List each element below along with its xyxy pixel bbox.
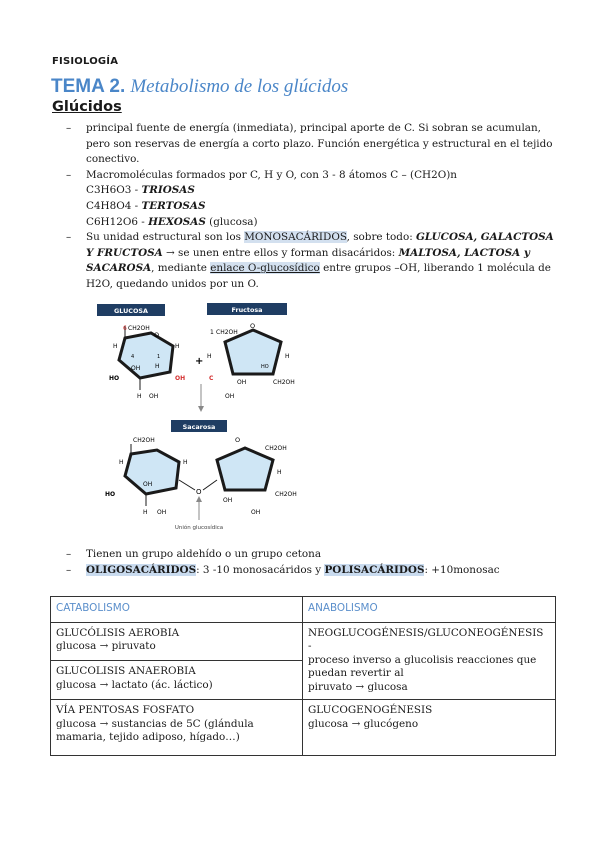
glucosa-c6-num: 6 (123, 325, 127, 332)
bullet-macro-text: Macromoléculas formados por C, H y O, con 3 - 8 átomos C – (CH2O)n (86, 168, 457, 181)
neo-title: NEOGLUCOGÉNESIS/GLUCONEOGÉNESIS (308, 626, 544, 639)
glucosa-ring-o: O (154, 331, 160, 339)
plus-sign: + (195, 356, 204, 367)
glucosa-n4: 4 (131, 354, 135, 360)
sac-fructosa-o: O (235, 436, 241, 444)
sac-ch2oh-right: CH2OH (275, 491, 297, 498)
fructosa-h2: H (285, 353, 290, 360)
bullet-unidad (66, 230, 562, 292)
bullet-oligo (66, 563, 562, 579)
sac-bridge-o: O (196, 488, 202, 496)
glucolisis-aerobia-text: glucosa → piruvato (56, 640, 156, 652)
bullet-list (66, 121, 562, 293)
cell-glucogenogenesis (303, 700, 556, 756)
sac-ch2oh: CH2OH (133, 437, 155, 444)
triosas-line (86, 183, 562, 199)
oligo-p2: : +10monosac (424, 563, 500, 576)
bullet-energia (66, 121, 562, 168)
sac-oh1: OH (143, 481, 153, 488)
fructosa-c2-label: C (209, 375, 214, 382)
neo-dash: - (308, 640, 312, 652)
page-title (51, 76, 348, 98)
triosas-formula: C3H6O3 - (86, 184, 142, 197)
cell-neoglucogenesis (303, 622, 556, 700)
oligosacaridos-highlight: OLIGOSACÁRIDOS (86, 563, 197, 576)
neo-line (308, 627, 550, 654)
glucolisis-aerobia-title: GLUCÓLISIS AEROBIA (56, 626, 180, 639)
subject-label: FISIOLOGÍA (52, 56, 119, 67)
unidad-p3: → se unen entre ellos y forman disacáridos: (162, 246, 399, 259)
table-row (51, 622, 556, 661)
fructosa-ch2oh-right: CH2OH (273, 379, 295, 386)
glucolisis-anaerobia-text: glucosa → lactato (ác. láctico) (56, 678, 213, 691)
glucogeno-title: GLUCOGENOGÉNESIS (308, 704, 433, 716)
cell-glucolisis-aerobia (51, 622, 303, 661)
disacaridos-names: MALTOSA, LACTOSA y SACAROSA (86, 246, 530, 275)
glucosa-n1: 1 (157, 354, 161, 360)
monosacaridos-highlight: MONOSACÁRIDOS (244, 231, 347, 244)
sac-oh2: OH (157, 509, 167, 516)
bullet-aldehido (66, 547, 562, 563)
glucogeno-text: glucosa → glucógeno (308, 717, 419, 730)
monosac-names: GLUCOSA, GALACTOSA Y FRUCTOSA (86, 231, 554, 259)
glucosa-ring (119, 333, 173, 378)
sacarosa-diagram (95, 300, 315, 532)
hexosas-line (86, 215, 562, 231)
glucosa-h2: H (175, 343, 180, 350)
header-anabolismo: ANABOLISMO (303, 597, 556, 623)
neo-text: proceso inverso a glucolisis reacciones que puedan revertir al (308, 653, 537, 679)
sac-h4: H (277, 469, 282, 476)
glucosa-oh-red: OH (175, 375, 186, 382)
glucosa-ho: HO (109, 375, 120, 382)
pentosas-text: glucosa → sustancias de 5C (glándula mamaria, tejido adiposo, hígado…) (56, 717, 254, 743)
fructosa-label: Fructosa (231, 306, 263, 314)
bond-label: Unión glucosídica (174, 525, 224, 531)
tertosas-formula: C4H8O4 - (86, 199, 142, 212)
glucosa-ch2oh: CH2OH (128, 325, 150, 332)
tertosas-line (86, 199, 562, 215)
fructosa-ho-label: HO (261, 364, 269, 370)
bullet-list-2 (66, 547, 562, 578)
sac-ch2oh-top: CH2OH (265, 445, 287, 452)
sac-oh4: OH (251, 509, 261, 516)
neo-text-2: piruvato → glucosa (308, 680, 408, 693)
tema-prefix: TEMA 2. (51, 76, 126, 97)
aldehido-text: Tienen un grupo aldehído o un grupo cetona (86, 548, 322, 560)
enlace-highlight: enlace O-glucosídico (210, 262, 320, 275)
triosas-name: TRIOSAS (141, 184, 195, 197)
glucosa-h1: H (113, 343, 118, 350)
sac-bond-right (203, 480, 217, 490)
sac-h3: H (143, 509, 148, 516)
unidad-p2: , sobre todo: (346, 231, 416, 244)
glucolisis-anaerobia-title: GLUCOLISIS ANAEROBIA (56, 665, 196, 678)
table-row (51, 700, 556, 756)
fructosa-oh2: OH (225, 393, 235, 400)
cell-glucolisis-anaerobia (51, 661, 303, 700)
bullet-macromoleculas (66, 168, 562, 230)
unidad-p1: Su unidad estructural son los (86, 231, 245, 244)
sac-h2: H (183, 459, 188, 466)
bullet-energia-text: principal fuente de energía (inmediata), principal aporte de C. Si sobran se acumulan, pero son reservas de energía a corto plazo. Función energética y estructural en el tejido conectivo. (86, 122, 553, 166)
tertosas-name: TERTOSAS (141, 199, 206, 212)
metabolism-table (50, 596, 556, 756)
polisacaridos-highlight: POLISACÁRIDOS (324, 563, 425, 576)
unidad-p4: , mediante (151, 262, 211, 275)
cell-pentosas (51, 700, 303, 756)
sac-oh3: OH (223, 497, 233, 504)
hexosas-note: (glucosa) (205, 215, 258, 228)
bond-pointer-head (196, 496, 202, 502)
sac-ho: HO (105, 491, 116, 498)
oligo-p1: : 3 -10 monosacáridos y (196, 563, 325, 576)
table-header-row (51, 597, 556, 623)
sacarosa-fructosa-ring (217, 448, 273, 490)
fructosa-ring (225, 330, 281, 374)
hexosas-formula: C6H12O6 - (86, 215, 149, 228)
section-heading: Glúcidos (52, 99, 122, 115)
fructosa-h1: H (207, 353, 212, 360)
glucosa-h4: H (137, 393, 142, 400)
glucosa-oh1: OH (131, 365, 141, 372)
sac-h1: H (119, 459, 124, 466)
sac-bond-left (179, 480, 195, 490)
hexosas-name: HEXOSAS (148, 215, 206, 228)
tema-title: Metabolismo de los glúcidos (130, 76, 349, 97)
fructosa-ch2oh-top: CH2OH (216, 329, 238, 336)
fructosa-c1-num: 1 (210, 329, 214, 336)
unidad-p5: entre grupos –OH, liberando 1 molécula de H2O, quedando unidos por un O. (86, 262, 551, 290)
fructosa-oh1: OH (237, 379, 247, 386)
pentosas-title: VÍA PENTOSAS FOSFATO (56, 704, 195, 716)
fructosa-ring-o: O (250, 322, 256, 330)
reaction-arrowhead (198, 406, 204, 412)
glucosa-oh2: OH (149, 393, 159, 400)
glucosa-h3: H (155, 363, 160, 370)
header-catabolismo: CATABOLISMO (51, 597, 303, 623)
sacarosa-label: Sacarosa (182, 423, 216, 431)
glucosa-label: GLUCOSA (114, 307, 148, 315)
